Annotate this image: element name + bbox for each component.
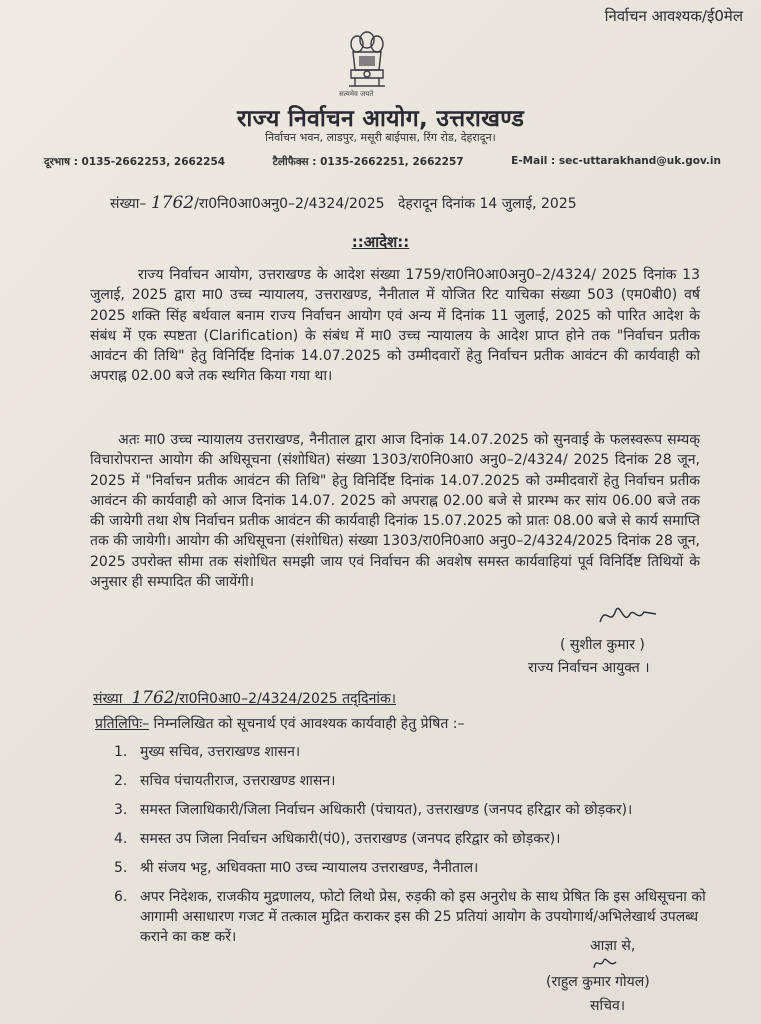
reference2-suffix: /रा0नि0आ0–2/4324/2025 तद्‌दिनांक।: [174, 691, 397, 707]
email-address: E-Mail : sec-uttarakhand@uk.gov.in: [511, 155, 721, 167]
organization-name: राज्य निर्वाचन आयोग, उत्तराखण्ड: [236, 106, 525, 132]
list-item-text: सचिव पंचायतीराज, उत्तराखण्ड शासन।: [140, 773, 336, 789]
list-item-text: समस्त उप जिला निर्वाचन अधिकारी(पं0), उत्तराखण्ड (जनपद हरिद्वार को छोड़कर)।: [140, 831, 561, 847]
list-item-text: श्री संजय भट्ट, अधिवक्ता मा0 उच्च न्यायालय उत्तराखण्ड, नैनीताल।: [140, 860, 479, 876]
reference-number: 1762: [150, 193, 195, 213]
list-item-number: 1.: [114, 744, 128, 760]
distribution-list: [114, 742, 714, 956]
signatory-name: ( सुशील कुमार ): [560, 637, 645, 653]
body-paragraph-1: राज्य निर्वाचन आयोग, उत्तराखण्ड के आदेश संख्या 1759/रा0नि0आ0अनु0–2/4324/ 2025 दिनांक 13 जुलाई, 2025 द्वारा मा0 उच्च न्यायालय, उत्तराखण्ड, नैनीताल में योजित रिट याचिका संख्या 503 (एम0बी0) वर्ष 2025 शक्ति सिंह बर्थवाल बनाम राज्य निर्वाचन आयोग एवं अन्य में दिनांक 11 जुलाई, 2025 को पारित आदेश के संबंध में एक स्पष्टता (Clarification) के संबंध में मा0 उच्च न्यायालय के आदेश प्राप्त होने तक "निर्वाचन प्रतीक आवंटन की तिथि" हेतु विनिर्दिष्ट दिनांक 14.07.2025 को उम्मीदवारों हेतु निर्वाचन प्रतीक आवंटन की कार्यवाही को अपराह्न 02.00 बजे तक स्थगित किया गया था।: [90, 267, 700, 385]
signatory-title: राज्य निर्वाचन आयुक्त ।: [528, 660, 650, 676]
list-item: [114, 742, 714, 762]
signature-image: [592, 954, 618, 972]
list-item: [114, 858, 714, 878]
copy-heading: [95, 714, 465, 733]
reference-line-2: [93, 688, 396, 708]
reference-suffix: /रा0नि0आ0अनु0–2/4324/2025: [194, 196, 385, 212]
contact-line: [44, 155, 721, 169]
place-date: देहरादून दिनांक 14 जुलाई, 2025: [397, 196, 577, 212]
emblem-caption: सत्यमेव जयते: [339, 90, 374, 98]
by-order-text: आज्ञा से,: [590, 938, 636, 954]
list-item-number: 3.: [114, 802, 128, 818]
state-emblem-icon: [335, 28, 399, 98]
secretary-title: सचिव।: [590, 998, 626, 1014]
organization-address: निर्वाचन भवन, लाडपुर, मसूरी बाईपास, रिंग रोड, देहरादून।: [265, 131, 496, 144]
phone-number: दूरभाष : 0135-2662253, 2662254: [44, 156, 226, 168]
list-item-number: 4.: [114, 831, 128, 847]
list-item: [114, 771, 714, 791]
secretary-name: (राहुल कुमार गोयल): [546, 974, 650, 990]
list-item-text: अपर निदेशक, राजकीय मुद्रणालय, फोटो लिथो प्रेस, रुड़की को इस अनुरोध के साथ प्रेषित कि इस अधिसूचना को आगामी असाधारण गजट में तत्काल मुद्रित कराकर इस की 25 प्रतियां आयोग के उपयोगार्थ/अभिलेखार्थ उपलब्ध कराने का कष्ट करें।: [140, 889, 706, 945]
list-item: [114, 829, 714, 849]
copy-intro: निम्नलिखित को सूचनार्थ एवं आवश्यक कार्यवाही हेतु प्रेषित :–: [149, 716, 465, 732]
fax-number: टैलीफैक्स : 0135-2662251, 2662257: [272, 156, 464, 168]
list-item-number: 6.: [114, 889, 128, 905]
list-item-number: 2.: [114, 773, 128, 789]
body-paragraph-2: अतः मा0 उच्च न्यायालय उत्तराखण्ड, नैनीताल द्वारा आज दिनांक 14.07.2025 को सुनवाई के फलस्वरूप सम्यक् विचारोपरान्त आयोग की अधिसूचना (संशोधित) संख्या 1303/रा0नि0आ0 अनु0–2/4324/ 2025 दिनांक 28 जून, 2025 में "निर्वाचन प्रतीक आवंटन की तिथि" हेतु विनिर्दिष्ट दिनांक 14.07.2025 को उम्मीदवारों हेतु निर्वाचन प्रतीक आवंटन की कार्यवाही को आज दिनांक 14.07. 2025 को अपराह्न 02.00 बजे से प्रारम्भ कर सांय 06.00 बजे तक की जायेगी तथा शेष निर्वाचन प्रतीक आवंटन की कार्यवाही दिनांक 15.07.2025 को प्रातः 08.00 बजे से कार्य समाप्ति तक की जायेगी। आयोग की अधिसूचना (संशोधित) संख्या 1303/रा0नि0आ0 अनु0–2/4324/2025 दिनांक 28 जून, 2025 उपरोक्त सीमा तक संशोधित समझी जाय एवं निर्वाचन की अवशेष समस्त कार्यवाहियां पूर्व विनिर्दिष्ट तिथियों के अनुसार ही सम्पादित की जायेंगी।: [90, 432, 700, 591]
list-item-text: मुख्य सचिव, उत्तराखण्ड शासन।: [140, 744, 301, 760]
list-item-text: समस्त जिलाधिकारी/जिला निर्वाचन अधिकारी (पंचायत), उत्तराखण्ड (जनपद हरिद्वार को छोड़कर)।: [140, 802, 633, 818]
copy-label: प्रतिलिपिः–: [95, 716, 150, 732]
reference2-number: 1762: [131, 688, 175, 708]
order-heading: ::आदेश::: [351, 233, 410, 251]
reference-prefix: संख्या–: [110, 196, 147, 212]
signature-image: [598, 600, 658, 630]
reference-line: [110, 193, 577, 213]
top-right-note: निर्वाचन आवश्यक/ई0मेल: [604, 7, 743, 25]
reference2-prefix: संख्या: [93, 691, 123, 707]
list-item: [114, 800, 714, 820]
list-item-number: 5.: [114, 860, 128, 876]
